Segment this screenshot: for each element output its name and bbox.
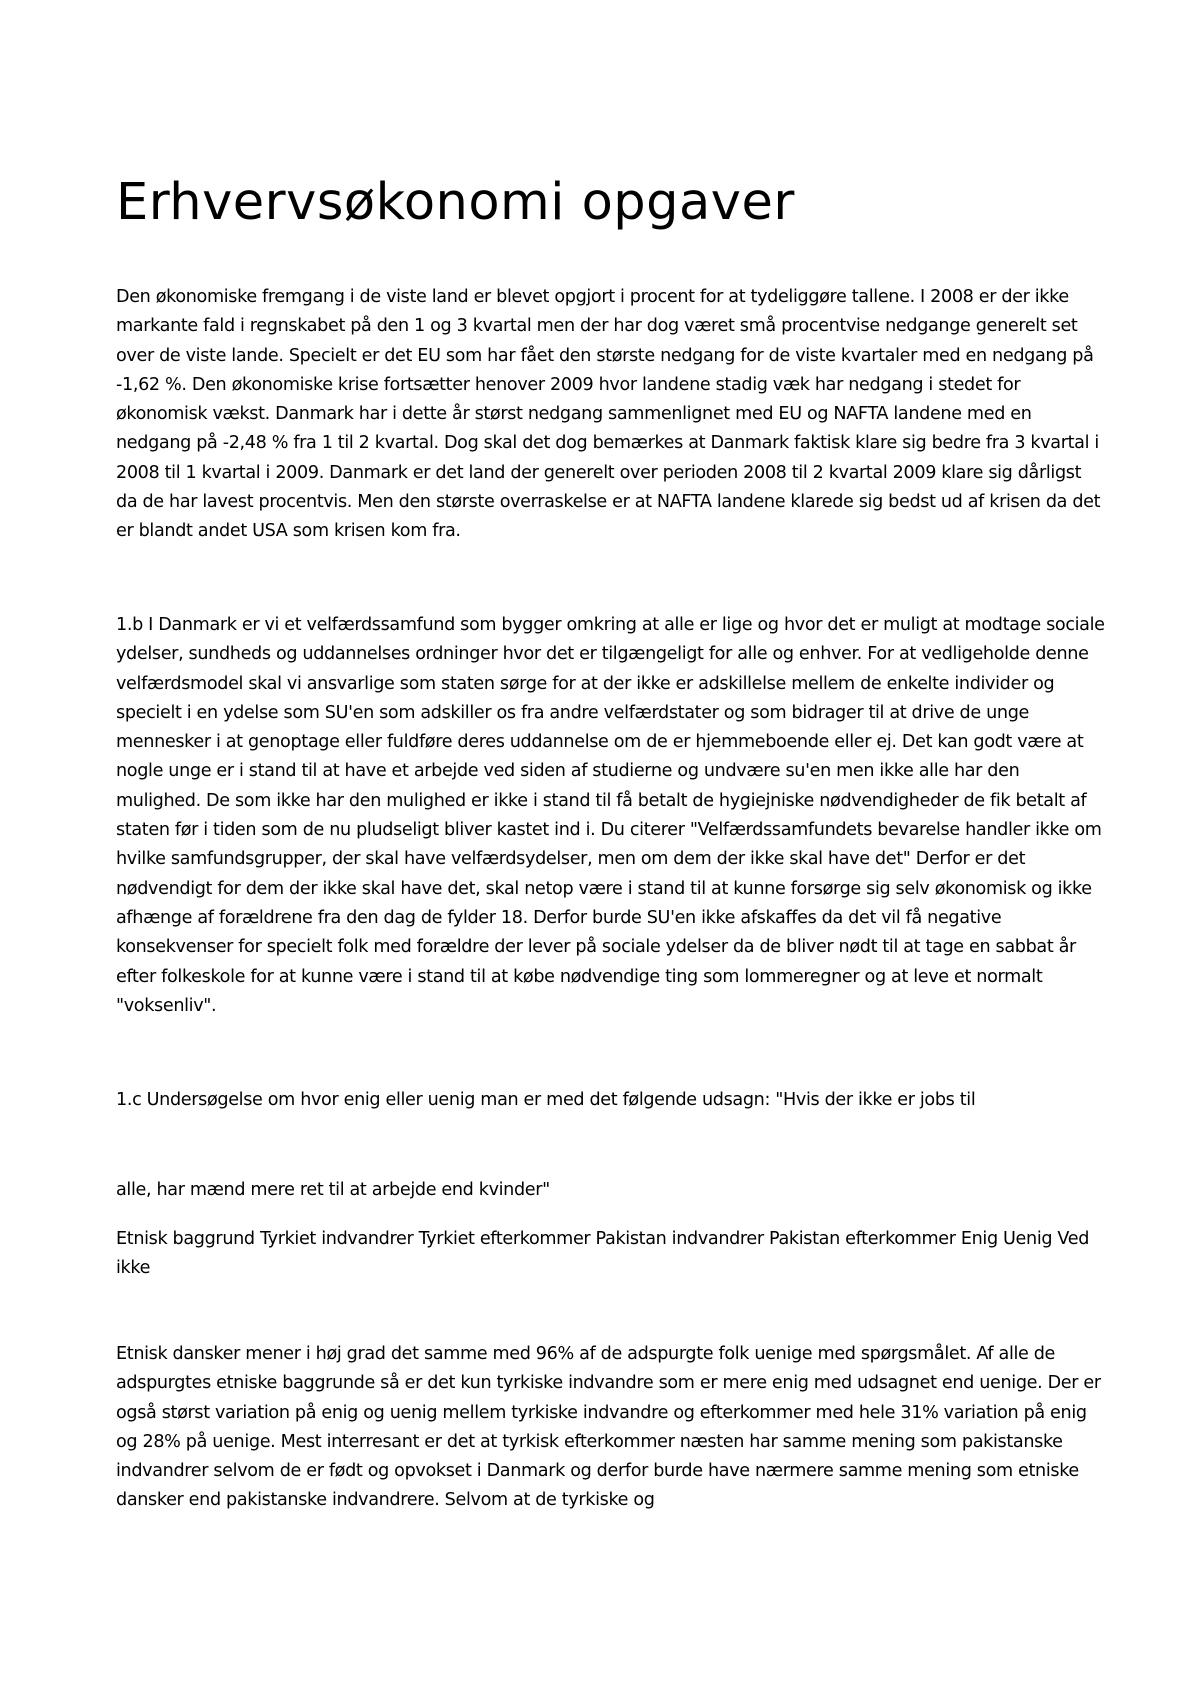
paragraph-survey-intro: 1.c Undersøgelse om hvor enig eller uenig man er med det følgende udsagn: "Hvis der ikke er jobs til	[116, 1090, 976, 1110]
document-title: Erhvervsøkonomi opgaver	[116, 173, 795, 232]
paragraph-survey-table-text: Etnisk baggrund Tyrkiet indvandrer Tyrkiet efterkommer Pakistan indvandrer Pakistan efterkommer Enig Uenig Ved ikke	[116, 1229, 1090, 1279]
paragraph-welfare-society: 1.b I Danmark er vi et velfærdssamfund som bygger omkring at alle er lige og hvor det er muligt at modtage sociale ydelser, sundheds og uddannelses ordninger hvor det er tilgængeligt for alle og enhver. For at vedligeholde denne velfærdsmodel skal vi ansvarlige som staten sørge for at der ikke er adskillelse mellem de enkelte individer og specielt i en ydelse som SU'en som adskiller os fra andre velfærdstater og som bidrager til at drive de unge mennesker i at genoptage eller fuldføre deres uddannelse om de er hjemmeboende eller ej. Det kan godt være at nogle unge er i stand til at have et arbejde ved siden af studierne og undvære su'en men ikke alle har den mulighed. De som ikke har den mulighed er ikke i stand til få betalt de hygiejniske nødvendigheder de fik betalt af staten før i tiden som de nu pludseligt bliver kastet ind i. Du citerer "Velfærdssamfundets bevarelse handler ikke om hvilke samfundsgrupper, der skal have velfærdsydelser, men om dem der ikke skal have det" Derfor er det nødvendigt for dem der ikke skal have det, skal netop være i stand til at kunne forsørge sig selv økonomisk og ikke afhænge af forældrene fra den dag de fylder 18. Derfor burde SU'en ikke afskaffes da det vil få negative konsekvenser for specielt folk med forældre der lever på sociale ydelser da de bliver nødt til at tage en sabbat år efter folkeskole for at kunne være i stand til at købe nødvendige ting som lommeregner og at leve et normalt "voksenliv".	[116, 615, 1105, 1016]
paragraph-economic-growth: Den økonomiske fremgang i de viste land er blevet opgjort i procent for at tydeliggøre tallene. I 2008 er der ikke markante fald i regnskabet på den 1 og 3 kvartal men der har dog været små procentvise nedgange generelt set over de viste lande. Specielt er det EU som har fået den største nedgang for de viste kvartaler med en nedgang på -1,62 %. Den økonomiske krise fortsætter henover 2009 hvor landene stadig væk har nedgang i stedet for økonomisk vækst. Danmark har i dette år størst nedgang sammenlignet med EU og NAFTA landene med en nedgang på -2,48 % fra 1 til 2 kvartal. Dog skal det dog bemærkes at Danmark faktisk klare sig bedre fra 3 kvartal i 2008 til 1 kvartal i 2009. Danmark er det land der generelt over perioden 2008 til 2 kvartal 2009 klare sig dårligst da de har lavest procentvis. Men den største overraskelse er at NAFTA landene klarede sig bedst ud af krisen da det er blandt andet USA som krisen kom fra.	[116, 287, 1101, 542]
paragraph-survey-analysis: Etnisk dansker mener i høj grad det samme med 96% af de adspurgte folk uenige med spørgsmålet. Af alle de adspurgtes etniske baggrunde så er det kun tyrkiske indvandre som er mere enig med udsagnet end uenige. Der er også størst variation på enig og uenig mellem tyrkiske indvandre og efterkommer med hele 31% variation på enig og 28% på uenige. Mest interresant er det at tyrkisk efterkommer næsten har samme mening som pakistanske indvandrer selvom de er født og opvokset i Danmark og derfor burde have nærmere samme mening som etniske dansker end pakistanske indvandrere. Selvom at de tyrkiske og	[116, 1344, 1101, 1511]
paragraph-survey-statement: alle, har mænd mere ret til at arbejde end kvinder"	[116, 1180, 550, 1200]
